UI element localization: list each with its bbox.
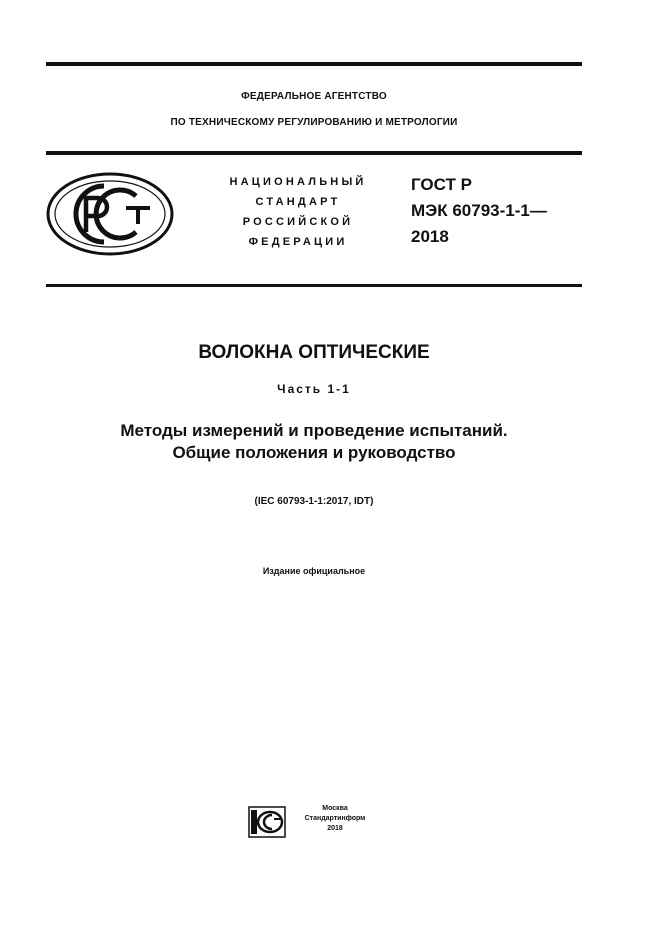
publisher-year: 2018	[327, 825, 343, 832]
gost-line-1: ГОСТ Р	[411, 175, 472, 194]
header-divider-rule	[46, 151, 582, 155]
gost-r-emblem-icon	[46, 172, 174, 256]
block-bottom-rule	[46, 284, 582, 287]
national-line-2: СТАНДАРТ	[255, 196, 341, 208]
subtitle-line-2: Общие положения и руководство	[172, 443, 456, 462]
agency-line-1: ФЕДЕРАЛЬНОЕ АГЕНТСТВО	[241, 91, 387, 102]
document-subtitle	[46, 420, 582, 464]
national-line-3: РОССИЙСКОЙ	[242, 216, 354, 228]
national-standard-label	[200, 172, 396, 252]
gost-line-2: МЭК 60793-1-1—	[411, 201, 547, 220]
standartinform-logo-icon	[248, 806, 286, 838]
gost-line-3: 2018	[411, 227, 449, 246]
document-title: ВОЛОКНА ОПТИЧЕСКИЕ	[198, 342, 430, 363]
subtitle-line-1: Методы измерений и проведение испытаний.	[120, 421, 508, 440]
gost-designation	[411, 172, 547, 250]
agency-line-2: ПО ТЕХНИЧЕСКОМУ РЕГУЛИРОВАНИЮ И МЕТРОЛОГИИ	[170, 117, 458, 128]
publisher-city: Москва	[322, 805, 348, 812]
part-label: Часть 1-1	[277, 382, 351, 396]
publisher-info	[290, 804, 380, 834]
edition-label: Издание официальное	[262, 566, 366, 576]
national-line-1: НАЦИОНАЛЬНЫЙ	[229, 176, 367, 188]
iec-reference: (IEC 60793-1-1:2017, IDT)	[254, 496, 374, 507]
top-rule	[46, 62, 582, 66]
publisher-name: Стандартинформ	[304, 815, 366, 822]
national-line-4: ФЕДЕРАЦИИ	[248, 236, 348, 248]
